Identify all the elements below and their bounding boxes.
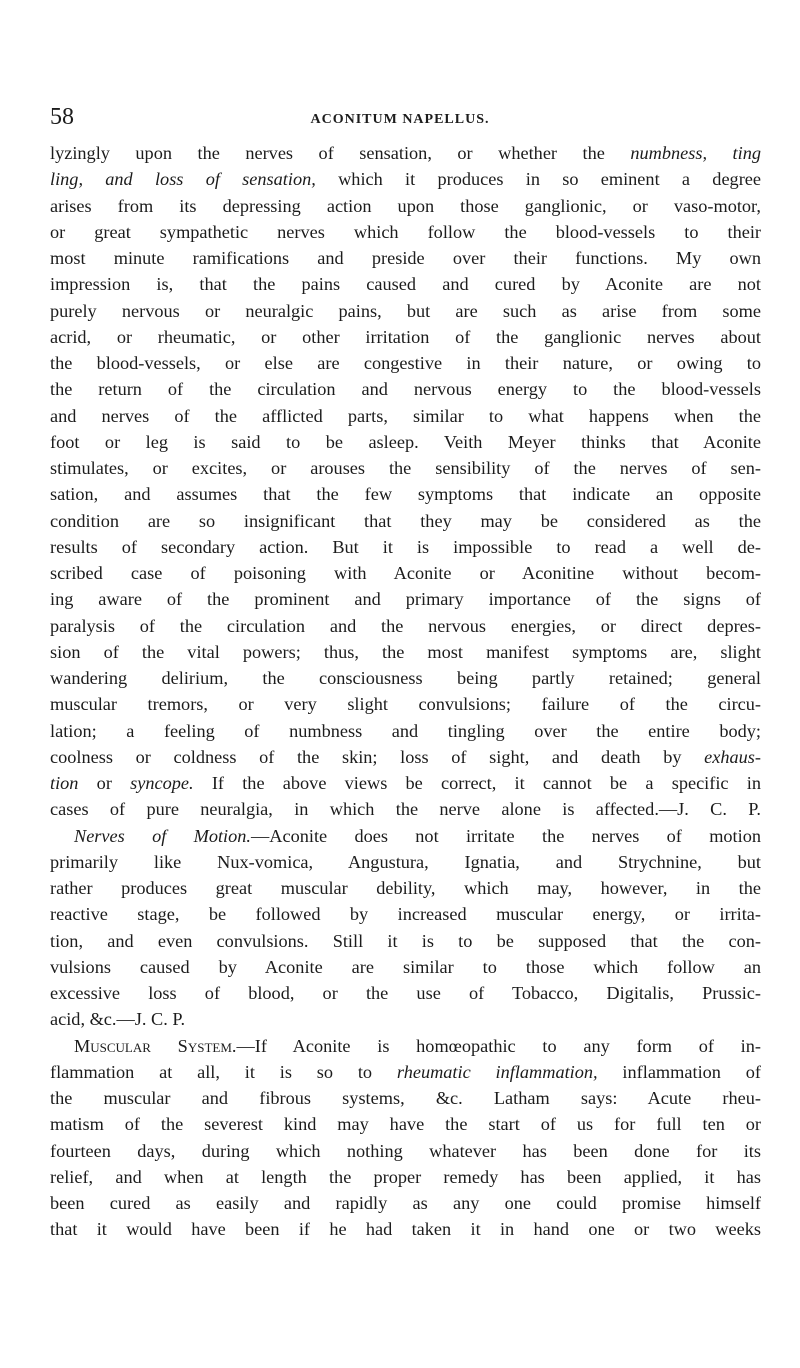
text-line: [50, 770, 761, 796]
italic-text: exhaus-: [704, 746, 761, 767]
text-span: the return of the circulation and nervous energy to the blood-vessels: [50, 379, 761, 400]
text-span: coolness or coldness of the skin; loss of sight, and death by: [50, 746, 705, 767]
text-line: [50, 718, 761, 744]
text-line: [50, 481, 761, 507]
text-span: sation, and assumes that the few symptoms that indicate an opposite: [50, 484, 761, 505]
text-span: vulsions caused by Aconite are similar to those which follow an: [50, 956, 761, 977]
text-line: [50, 665, 761, 691]
text-span: that it would have been if he had taken it in hand one or two weeks: [50, 1219, 761, 1240]
text-span: tion, and even convulsions. Still it is to be supposed that the con-: [50, 930, 761, 951]
text-span: reactive stage, be followed by increased muscular energy, or irrita-: [50, 904, 761, 925]
text-line: [50, 376, 761, 402]
text-span: or great sympathetic nerves which follow the blood-vessels to their: [50, 221, 761, 242]
text-span: which it produces in so eminent a degree: [315, 169, 762, 190]
text-span: foot or leg is said to be asleep. Veith Meyer thinks that Aconite: [50, 431, 761, 452]
text-span: relief, and when at length the proper remedy has been applied, it has: [50, 1166, 761, 1187]
italic-text: ling, and loss of sensation,: [50, 169, 316, 190]
text-span: condition are so insignificant that they may be considered as the: [50, 510, 761, 531]
text-span: rather produces great muscular debility, which may, however, in the: [50, 878, 761, 898]
text-span: If the above views be correct, it cannot be a specific in: [193, 773, 761, 793]
text-span: —Aconite does not irritate the nerves of motion: [251, 825, 761, 846]
text-line: [50, 166, 761, 192]
text-line: [50, 403, 761, 429]
text-span: purely nervous or neuralgic pains, but are such as arise from some: [50, 300, 761, 321]
text-span: excessive loss of blood, or the use of Tobacco, Digitalis, Prussic-: [50, 983, 761, 1003]
text-span: wandering delirium, the consciousness being partly retained; general: [50, 668, 761, 688]
text-span: the blood-vessels, or else are congestive in their nature, or owing to: [50, 353, 761, 373]
text-span: been cured as easily and rapidly as any one could promise himself: [50, 1193, 761, 1213]
text-line: [50, 1033, 761, 1059]
text-line: [50, 193, 761, 219]
text-span: matism of the severest kind may have the start of us for full ten or: [50, 1114, 761, 1135]
text-line: [50, 823, 761, 849]
text-span: scribed case of poisoning with Aconite or Aconitine without becom-: [50, 563, 761, 583]
text-span: flammation at all, it is so to: [50, 1061, 397, 1082]
text-span: —If Aconite is homœopathic to any form of in-: [236, 1035, 761, 1056]
text-line: [50, 140, 761, 166]
text-line: [50, 560, 761, 586]
text-line: [50, 455, 761, 481]
text-span: ing aware of the prominent and primary importance of the signs of: [50, 589, 761, 610]
text-span: muscular tremors, or very slight convulsions; failure of the circu-: [50, 694, 761, 715]
text-line: [50, 744, 761, 770]
text-line: [50, 245, 761, 271]
text-line: [50, 1216, 761, 1242]
text-line: [50, 324, 761, 350]
italic-text: numbness, ting: [630, 143, 761, 163]
text-line: [50, 219, 761, 245]
text-line: [50, 980, 761, 1006]
running-title: ACONITUM NAPELLUS.: [310, 112, 490, 127]
text-span: and nerves of the afflicted parts, similar to what happens when the: [50, 405, 761, 426]
text-line: [50, 639, 761, 665]
text-line: [50, 875, 761, 901]
text-line: [50, 928, 761, 954]
text-line: [50, 901, 761, 927]
text-line: [50, 429, 761, 455]
text-line: [50, 613, 761, 639]
text-span: or: [78, 773, 131, 793]
text-span: inflammation of: [597, 1061, 761, 1082]
text-line: [50, 796, 761, 822]
italic-text: syncope.: [130, 773, 194, 793]
text-line: [50, 1059, 761, 1085]
text-span: impression is, that the pains caused and cured by Aconite are not: [50, 274, 761, 295]
body-text: [50, 140, 761, 1243]
text-span: most minute ramifications and preside over their functions. My own: [50, 248, 761, 268]
text-line: [50, 691, 761, 717]
text-span: primarily like Nux-vomica, Angustura, Ignatia, and Strychnine, but: [50, 851, 761, 872]
text-line: [50, 849, 761, 875]
text-span: the muscular and fibrous systems, &c. Latham says: Acute rheu-: [50, 1088, 761, 1108]
text-span: arises from its depressing action upon those ganglionic, or vaso-motor,: [50, 195, 761, 216]
text-line: [50, 1138, 761, 1164]
text-span: cases of pure neuralgia, in which the nerve alone is affected.—J. C. P.: [50, 799, 761, 820]
text-line: [50, 1111, 761, 1137]
text-line: [50, 1085, 761, 1111]
text-span: results of secondary action. But it is impossible to read a well de-: [50, 536, 761, 557]
text-span: acid, &c.—J. C. P.: [50, 1009, 186, 1030]
text-span: lation; a feeling of numbness and tingling over the entire body;: [50, 720, 761, 741]
text-line: [50, 271, 761, 297]
page-number: 58: [50, 104, 74, 130]
text-line: [50, 1190, 761, 1216]
text-span: paralysis of the circulation and the nervous energies, or direct depres-: [50, 615, 761, 636]
text-span: sion of the vital powers; thus, the most manifest symptoms are, slight: [50, 641, 761, 662]
small-caps-heading: Muscular System.: [74, 1035, 237, 1056]
text-line: [50, 1164, 761, 1190]
text-line: [50, 1006, 761, 1032]
italic-text: tion: [50, 773, 79, 793]
text-span: lyzingly upon the nerves of sensation, or whether the: [50, 143, 631, 163]
italic-text: Nerves of Motion.: [74, 825, 251, 846]
text-line: [50, 508, 761, 534]
text-span: acrid, or rheumatic, or other irritation of the ganglionic nerves about: [50, 326, 761, 347]
text-line: [50, 586, 761, 612]
page-header: [50, 104, 750, 134]
text-span: stimulates, or excites, or arouses the sensibility of the nerves of sen-: [50, 458, 761, 478]
text-line: [50, 954, 761, 980]
text-line: [50, 298, 761, 324]
text-span: fourteen days, during which nothing whatever has been done for its: [50, 1140, 761, 1161]
italic-text: rheumatic inflammation,: [396, 1061, 598, 1082]
text-line: [50, 534, 761, 560]
text-line: [50, 350, 761, 376]
